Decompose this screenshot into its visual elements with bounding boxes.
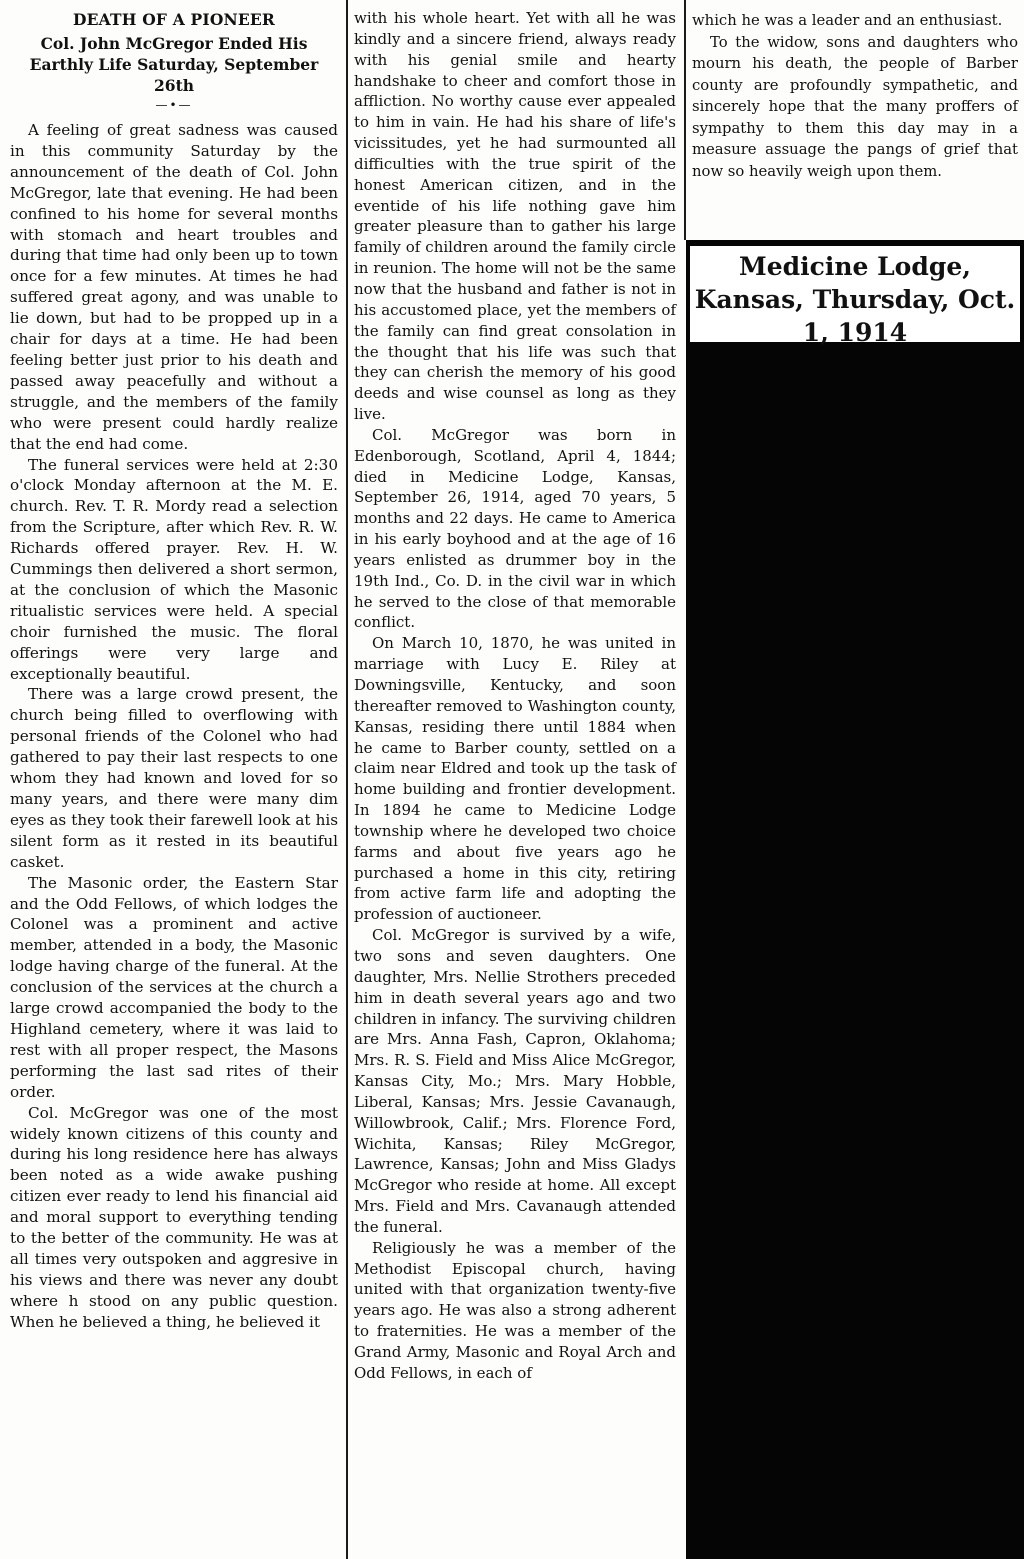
paragraph-sympathy: To the widow, sons and daughters who mourn his death, the people of Barber county are profoundly sympathetic, and sincerely hope that the many proffers of sympathy to them this day may in a measure assuage the pangs of grief that now so heavily weigh upon them. [692,33,1018,180]
paragraph-religion: Religiously he was a member of the Methodist Episcopal church, having united with that organization twenty-five years ago. He was also a strong adherent to fraternities. He was a member of the Grand Army, Masonic and Royal Arch and Odd Fellows, in each of [354,1238,676,1382]
paragraph-continuation: with his whole heart. Yet with all he was kindly and a sincere friend, always ready with his genial smile and hearty handshake to cheer and comfort those in affliction. No worthy cause ever appealed to him in vain. He had his share of life's vicissitudes, yet he had surmounted all difficulties with the true spirit of the honest American citizen, and in the eventide of his life nothing gave him greater pleasure than to gather his large family of children around the family circle in reunion. The home will not be the same now that the husband and father is not in his accustomed place, yet the members of the family can find great consolation in the thought that his life was such that they can cherish the memory of his good deeds and wise counsel as long as they live. [354,9,676,424]
article-subheadline: Col. John McGregor Ended His Earthly Life Saturday, September 26th [29,34,319,95]
paragraph-masonic-order: The Masonic order, the Eastern Star and the Odd Fellows, of which lodges the Colonel was a prominent and active member, attended in a body, the Masonic lodge having charge of the funeral. At the conclusion of the services at the church a large crowd accompanied the body to the Highland cemetery, where it was laid to rest with all proper respect, the Masons performing the last sad rites of their order. [10,873,338,1101]
paragraph-continuation-2: which he was a leader and an enthusiast. [692,12,1003,29]
paragraph-crowd: There was a large crowd present, the church being filled to overflowing with personal friends of the Colonel who had gathered to pay their last respects to one whom they had known and loved for so many years, and there were many dim eyes as they took their farewell look at his silent form as it rested in its beautiful casket. [10,685,338,871]
paragraph-biography: Col. McGregor was born in Edenborough, Scotland, April 4, 1844; died in Medicine Lodge, Kansas, September 26, 1914, aged 70 years, 5 months and 22 days. He came to America in his early boyhood and at the age of 16 years enlisted as drummer boy in the 19th Ind., Co. D. in the civil war in which he served to the close of that memorable conflict. [354,425,676,632]
black-background-block [686,240,1024,1559]
column-3 [686,0,1024,236]
column-1 [0,0,346,1559]
paragraph-survivors: Col. McGregor is survived by a wife, two sons and seven daughters. One daughter, Mrs. Nellie Strothers preceded him in death several years ago and two children in infancy. The surviving children are Mrs. Anna Fash, Capron, Oklahoma; Mrs. R. S. Field and Miss Alice McGregor, Kansas City, Mo.; Mrs. Mary Hobble, Liberal, Kansas; Mrs. Jessie Cavanaugh, Willowbrook, Calif.; Mrs. Florence Ford, Wichita, Kansas; Riley McGregor, Lawrence, Kansas; John and Miss Gladys McGregor who reside at home. All except Mrs. Field and Mrs. Cavanaugh attended the funeral. [354,926,676,1236]
paragraph-citizen: Col. McGregor was one of the most widely known citizens of this county and during his long residence here has always been noted as a wide awake pushing citizen ever ready to lend his financial aid and moral support to everything tending to the better of the community. He was at all times very outspoken and aggresive in his views and there was never any doubt where h stood on any public question. When he believed a thing, he believed it [10,1103,338,1331]
separator-ornament: —•— [155,98,193,112]
article-headline: DEATH OF A PIONEER [72,10,276,29]
dateline-caption: Medicine Lodge, Kansas, Thursday, Oct. 1, 1914 [690,246,1020,342]
column-2 [348,0,684,1559]
paragraph-announcement: A feeling of great sadness was caused in this community Saturday by the announcement of the death of Col. John McGregor, late that evening. He had been confined to his home for several months with stomach and heart troubles and during that time had only been up to town once for a few minutes. At times he had suffered great agony, and was unable to lie down, but had to be propped up in a chair for days at a time. He had been feeling better just prior to his death and passed away peacefully and without a struggle, and the members of the family who were present could hardly realize that the end had come. [10,121,338,453]
paragraph-marriage: On March 10, 1870, he was united in marriage with Lucy E. Riley at Downingsville, Kentucky, and soon thereafter removed to Washington county, Kansas, residing there until 1884 when he came to Barber county, settled on a claim near Eldred and took up the task of home building and frontier development. In 1894 he came to Medicine Lodge township where he developed two choice farms and about five years ago he purchased a home in this city, retiring from active farm life and adopting the profession of auctioneer. [354,634,676,924]
paragraph-funeral-services: The funeral services were held at 2:30 o'clock Monday afternoon at the M. E. church. Rev. T. R. Mordy read a selection from the Scripture, after which Rev. R. W. Richards offered prayer. Rev. H. W. Cummings then delivered a short sermon, at the conclusion of which the Masonic ritualistic services were held. A special choir furnished the music. The floral offerings were very large and exceptionally beautiful. [10,455,338,683]
